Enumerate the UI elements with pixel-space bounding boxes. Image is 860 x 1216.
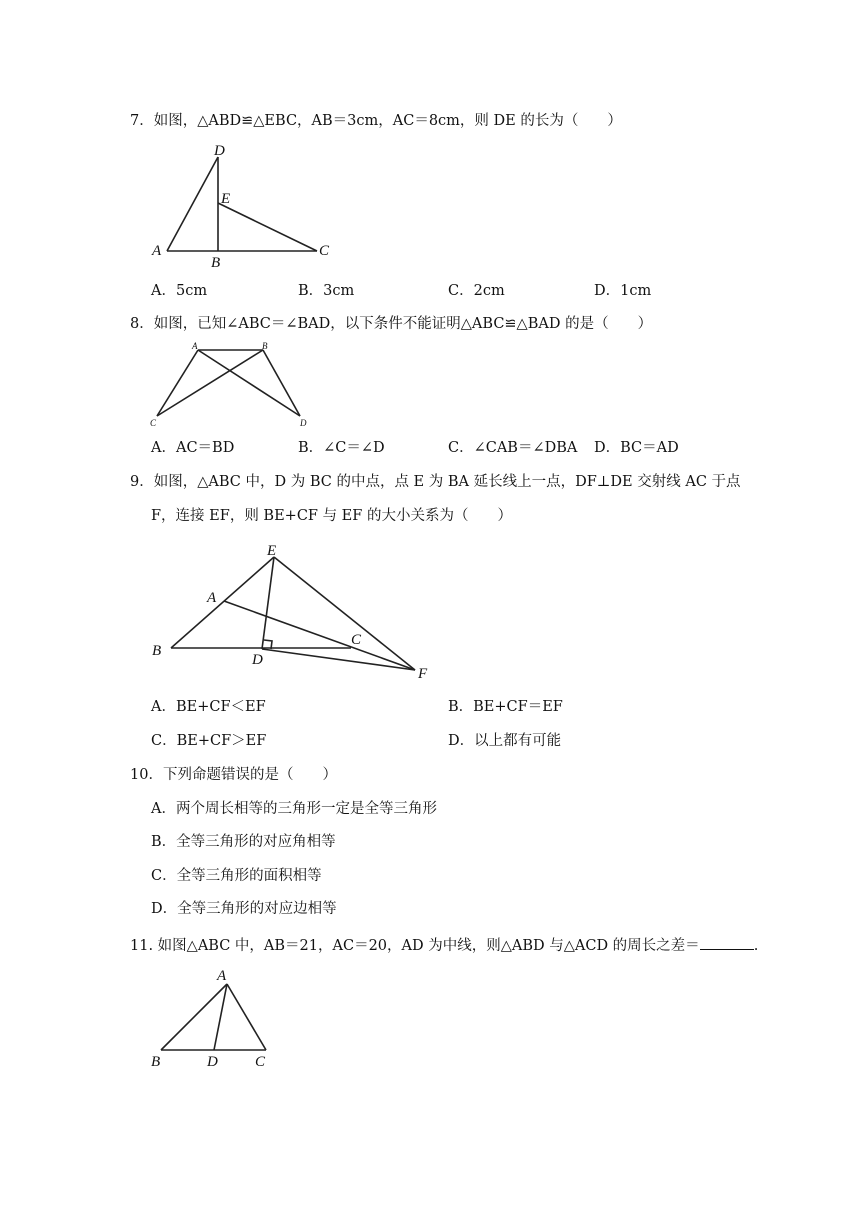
q10-option-b[interactable]: B．全等三角形的对应角相等 — [151, 834, 336, 850]
q7-line-EC — [218, 203, 317, 251]
q7-label-E: E — [221, 191, 231, 207]
q9-stem-line1: 9．如图，△ABC 中，D 为 BC 的中点，点 E 为 BA 延长线上一点，DF⊥DE 交射线 AC 于点 — [130, 474, 741, 490]
q11-line-AC — [227, 984, 266, 1050]
q9-line-BE — [171, 557, 274, 648]
q11-label-B: B — [151, 1054, 161, 1070]
q8-option-a[interactable]: A．AC＝BD — [151, 440, 235, 456]
q9-label-B: B — [152, 643, 162, 659]
q7-option-b[interactable]: B．3cm — [298, 283, 355, 299]
q8-stem: 8．如图，已知∠ABC＝∠BAD，以下条件不能证明△ABC≌△BAD 的是（ ） — [130, 316, 653, 332]
q10-option-a[interactable]: A．两个周长相等的三角形一定是全等三角形 — [151, 801, 437, 817]
q8-line-BC — [157, 350, 263, 416]
q9-label-F: F — [418, 666, 428, 682]
q9-label-C: C — [351, 632, 362, 648]
q9-line-ED — [262, 557, 274, 649]
q9-label-D: D — [252, 652, 263, 668]
q9-figure — [145, 537, 445, 687]
q8-line-AC — [157, 350, 198, 416]
q7-label-D: D — [214, 143, 225, 159]
q7-option-d[interactable]: D．1cm — [594, 283, 652, 299]
q8-label-A: A — [192, 341, 198, 351]
q11-stem-end: . — [753, 938, 759, 954]
q7-line-AD — [167, 157, 218, 251]
q9-option-b[interactable]: B．BE+CF＝EF — [448, 699, 563, 715]
q11-label-A: A — [217, 968, 227, 984]
q9-option-c[interactable]: C．BE+CF＞EF — [151, 733, 267, 749]
q9-option-d[interactable]: D．以上都有可能 — [448, 733, 562, 749]
q9-label-A: A — [207, 590, 217, 606]
q9-label-E: E — [267, 543, 277, 559]
q11-label-D: D — [207, 1054, 218, 1070]
q11-figure — [145, 965, 285, 1075]
q7-label-C: C — [319, 243, 330, 259]
q8-line-AD — [198, 350, 300, 416]
q10-stem: 10．下列命题错误的是（ ） — [130, 767, 337, 783]
q8-option-b[interactable]: B．∠C＝∠D — [298, 440, 385, 456]
q11-line-AB — [161, 984, 227, 1050]
q9-stem-line2: F，连接 EF，则 BE+CF 与 EF 的大小关系为（ ） — [151, 508, 512, 524]
q11-stem-text: 11. 如图△ABC 中，AB＝21，AC＝20，AD 为中线，则△ABD 与△ACD 的周长之差＝ — [130, 938, 700, 954]
q9-option-a[interactable]: A．BE+CF＜EF — [151, 699, 266, 715]
q7-label-A: A — [152, 243, 162, 259]
q8-figure — [145, 338, 325, 428]
q11-label-C: C — [255, 1054, 266, 1070]
q8-line-BD — [263, 350, 300, 416]
q7-stem: 7．如图，△ABD≌△EBC，AB＝3cm，AC＝8cm，则 DE 的长为（ ） — [130, 113, 622, 129]
q8-option-c[interactable]: C．∠CAB＝∠DBA — [448, 440, 578, 456]
q11-answer-blank[interactable] — [700, 935, 754, 950]
q8-label-B: B — [262, 341, 268, 351]
q10-option-c[interactable]: C．全等三角形的面积相等 — [151, 868, 322, 884]
q7-label-B: B — [211, 255, 221, 271]
q8-label-D: D — [300, 418, 307, 428]
q8-label-C: C — [150, 418, 157, 428]
q8-option-d[interactable]: D．BC＝AD — [594, 440, 679, 456]
q11-line-AD — [214, 984, 227, 1050]
q7-figure — [150, 140, 350, 270]
q10-option-d[interactable]: D．全等三角形的对应边相等 — [151, 901, 337, 917]
q7-option-c[interactable]: C．2cm — [448, 283, 505, 299]
q7-option-a[interactable]: A．5cm — [151, 283, 208, 299]
q11-stem — [130, 935, 758, 956]
